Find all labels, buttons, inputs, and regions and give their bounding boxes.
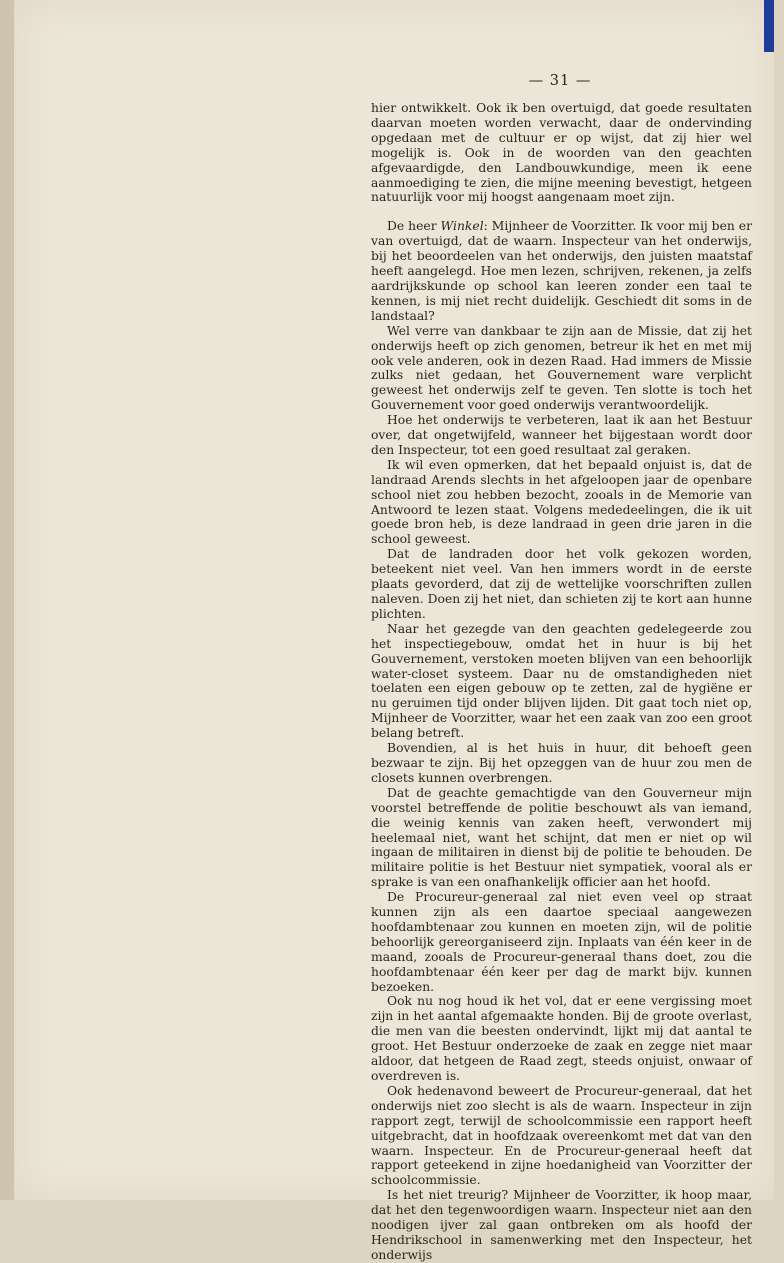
paragraph: Wel verre van dankbaar te zijn aan de Missie, dat zij het onderwijs heeft op zich genomen, betreur ik het en met mij ook vele anderen, ook in dezen Raad. Had immers de Missie zulks niet gedaan, het Gouvernement ware verplicht geweest het onderwijs zelf te geven. Ten slotte is toch het Gouvernement voor goed onderwijs verantwoordelijk.: [371, 323, 752, 413]
left-margin-strip: [0, 0, 14, 1200]
paragraph: Dat de landraden door het volk gekozen worden, beteekent niet veel. Van hen immers wordt in de eerste plaats gevorderd, dat zij de wettelijke voorschriften zullen naleven. Doen zij het niet, dan schieten zij te kort aan hunne plichten.: [371, 547, 753, 621]
corner-tab: [764, 0, 774, 52]
speech-text: : Mijnheer de Voorzitter. Ik voor mij ben er van overtuigd, dat de waarn. Inspecteur van het onderwijs, bij het beoordeelen van het onderwijs, den juisten maatstaf heeft aangelegd. Hoe men lezen, schrijven, rekenen, ja zelfs aardrijkskunde op school kan leeren zonder een taal te kennen, is mij niet recht duidelijk. Geschiedt dit soms in de landstaal?: [371, 219, 752, 323]
paragraph: De Procureur-generaal zal niet even veel op straat kunnen zijn als een daartoe speciaal aangewezen hoofdambtenaar zou kunnen en moeten zijn, wil de politie behoorlijk gereorganiseerd zijn. Inplaats van één keer in de maand, zooals de Procureur-generaal thans doet, zou die hoofdambtenaar één keer per dag de markt bijv. kunnen bezoeken.: [371, 890, 752, 994]
paragraph: hier ontwikkelt. Ook ik ben overtuigd, dat goede resultaten daarvan moeten worden verwacht, daar de ondervinding opgedaan met de cultuur er op wijst, dat zij hier wel mogelijk is. Ook in de woorden van den geachten afgevaardigde, den Landbouwkundige, meen ik eene aanmoediging te zien, die mijne meening bevestigt, hetgeen natuurlijk voor mij hoogst aangenaam moet zijn.: [371, 101, 752, 205]
speaker-name: Winkel: [440, 219, 484, 234]
paragraph-speaker: [371, 219, 752, 323]
paragraph: Naar het gezegde van den geachten gedelegeerde zou het inspectiegebouw, omdat het in huur is bij het Gouvernement, verstoken moeten blijven van een behoorlijk water-closet systeem. Daar nu de omstandigheden niet toelaten een eigen gebouw op te zetten, zal de hygiëne er nu geruimen tijd onder blijven lijden. Dit gaat toch niet op, Mijnheer de Voorzitter, waar het een zaak van zoo een groot belang betreft.: [371, 621, 752, 741]
page-number: — 31 —: [528, 73, 592, 89]
paragraph: Ook nu nog houd ik het vol, dat er eene vergissing moet zijn in het aantal afgemaakte honden. Bij de groote overlast, die men van die beesten ondervindt, lijkt mij dat aantal te groot. Het Bestuur onderzoeke de zaak en zegge niet maar aldoor, dat hetgeen de Raad zegt, steeds onjuist, onwaar of overdreven is.: [371, 994, 752, 1083]
paragraph: Is het niet treurig? Mijnheer de Voorzitter, ik hoop maar, dat het den tegenwoordigen waarn. Inspecteur niet aan den noodigen ijver zal gaan ontbreken om als hoofd der Hendrikschool in samenwerking met den Inspecteur, het onderwijs: [371, 1188, 752, 1262]
paragraph: Bovendien, al is het huis in huur, dit behoeft geen bezwaar te zijn. Bij het opzeggen van de huur zou men de closets kunnen overbrengen.: [371, 741, 752, 785]
paragraph: Hoe het onderwijs te verbeteren, laat ik aan het Bestuur over, dat ongetwijfeld, wanneer het bijgestaan wordt door den Inspecteur, tot een goed resultaat zal geraken.: [371, 413, 752, 457]
paragraph: Dat de geachte gemachtigde van den Gouverneur mijn voorstel betreffende de politie beschouwt als van iemand, die weinig kennis van zaken heeft, verwondert mij heelemaal niet, want het schijnt, dat men er niet op wil ingaan de militairen in dienst bij de politie te behouden. De militaire politie is het Bestuur niet sympatiek, vooral als er sprake is van een onafhankelijk officier aan het hoofd.: [371, 785, 752, 890]
paragraph: Ook hedenavond beweert de Procureur-generaal, dat het onderwijs niet zoo slecht is als de waarn. Inspecteur in zijn rapport zegt, terwijl de schoolcommissie een rapport heeft uitgebracht, dat in hoofdzaak overeenkomt met dat van den waarn. Inspecteur. En de Procureur-generaal heeft dat rapport geteekend in zijne hoedanigheid van Voorzitter der schoolcommissie.: [371, 1083, 752, 1188]
paragraph: Ik wil even opmerken, dat het bepaald onjuist is, dat de landraad Arends slechts in het afgeloopen jaar de openbare school niet zou hebben bezocht, zooals in de Memorie van Antwoord te lezen staat. Volgens mededeelingen, die ik uit goede bron heb, is deze landraad in geen drie jaren in die school geweest.: [371, 457, 752, 547]
speaker-prefix: De heer: [387, 219, 441, 234]
text-column: [371, 101, 752, 1263]
